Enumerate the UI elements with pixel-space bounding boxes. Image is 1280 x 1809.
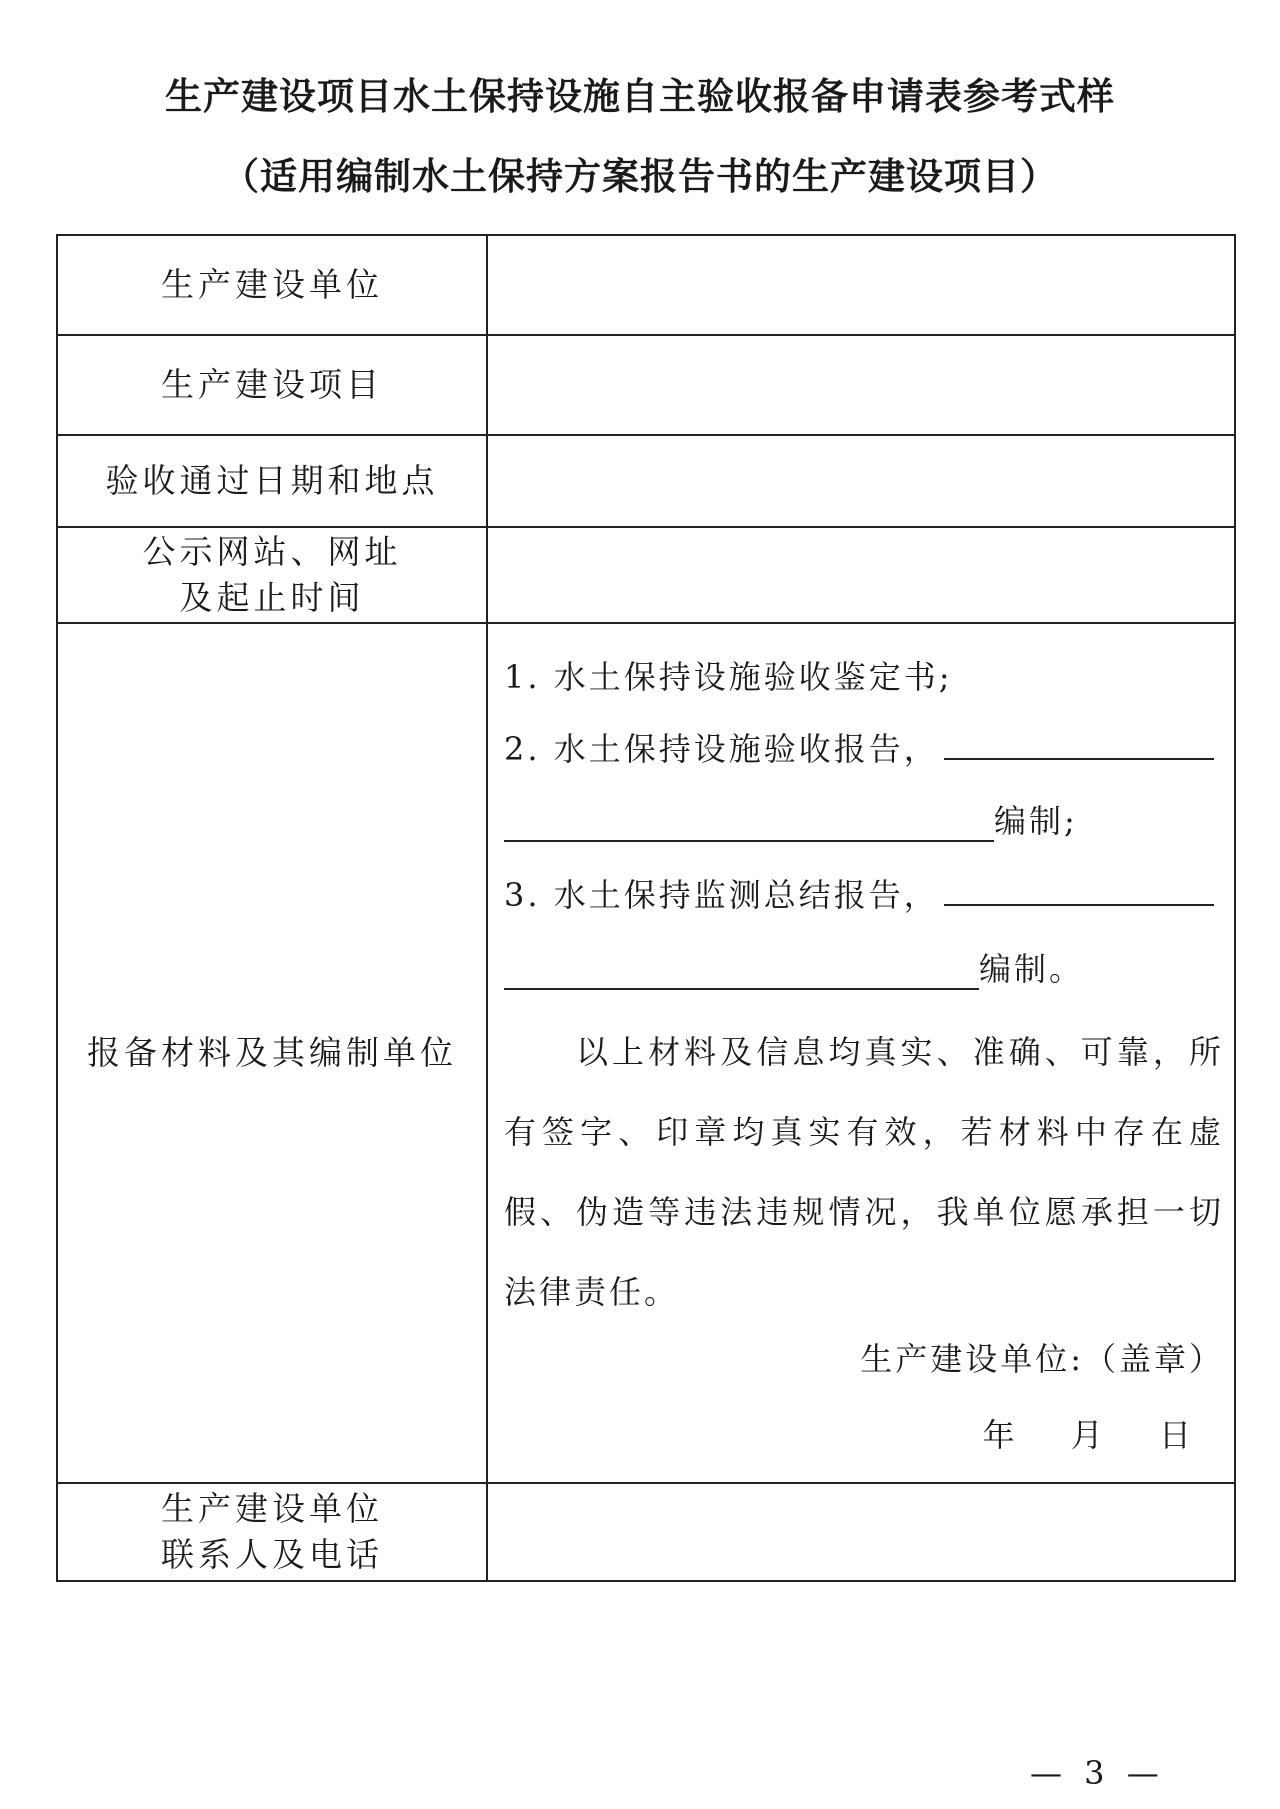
monitoring-author-blank-line[interactable] — [944, 870, 1214, 906]
material-item-text: 2. 水土保持设施验收报告， — [504, 730, 939, 768]
filing-materials-cell — [487, 623, 1235, 1483]
row-label-construction-unit — [57, 235, 487, 335]
report-author-blank-line[interactable] — [944, 724, 1214, 760]
field-contact[interactable] — [487, 1483, 1235, 1581]
form-row-contact — [57, 1483, 1235, 1581]
document-title: 生产建设项目水土保持设施自主验收报备申请表参考式样 — [165, 75, 1115, 118]
form-row-publicity-website — [57, 527, 1235, 623]
field-publicity-website[interactable] — [487, 527, 1235, 623]
label-text: 生产建设单位 — [161, 1489, 383, 1528]
material-item-monitoring-report-author — [504, 944, 1222, 990]
material-item-monitoring-report — [504, 870, 1222, 916]
compiled-by-text: 编制; — [994, 802, 1078, 840]
report-author-blank-line[interactable] — [504, 806, 994, 842]
label-text: 报备材料及其编制单位 — [87, 1033, 457, 1072]
materials-content — [488, 624, 1234, 1482]
material-item-text: 3. 水土保持监测总结报告， — [504, 876, 939, 914]
label-text: 生产建设项目 — [161, 365, 383, 404]
material-item-acceptance-report — [504, 724, 1222, 770]
form-row-acceptance-date-place — [57, 435, 1235, 527]
material-item-acceptance-report-author — [504, 796, 1222, 842]
field-construction-project[interactable] — [487, 335, 1235, 435]
material-item-acceptance-certificate: 1. 水土保持设施验收鉴定书; — [504, 658, 953, 696]
row-label-contact — [57, 1483, 487, 1581]
field-construction-unit[interactable] — [487, 235, 1235, 335]
form-row-construction-project — [57, 335, 1235, 435]
application-form-table — [56, 234, 1236, 1582]
label-text: 及起止时间 — [179, 578, 365, 617]
monitoring-author-blank-line[interactable] — [504, 954, 979, 990]
row-label-publicity-website — [57, 527, 487, 623]
row-label-acceptance-date-place — [57, 435, 487, 527]
signature-unit-seal: 生产建设单位:（盖章） — [860, 1340, 1224, 1378]
row-label-filing-materials — [57, 623, 487, 1483]
form-row-construction-unit — [57, 235, 1235, 335]
row-label-construction-project — [57, 335, 487, 435]
declaration-paragraph: 以上材料及信息均真实、准确、可靠，所有签字、印章均真实有效，若材料中存在虚假、伪造等违法违规情况，我单位愿承担一切法律责任。 — [504, 1033, 1224, 1311]
label-text: 生产建设单位 — [161, 265, 383, 304]
compiled-by-text: 编制。 — [979, 950, 1085, 988]
form-row-filing-materials — [57, 623, 1235, 1483]
page-number: — 3 — — [1030, 1754, 1165, 1792]
document-subtitle: （适用编制水土保持方案报告书的生产建设项目） — [222, 155, 1058, 198]
label-text: 验收通过日期和地点 — [105, 461, 439, 500]
field-acceptance-date-place[interactable] — [487, 435, 1235, 527]
label-text: 联系人及电话 — [161, 1535, 383, 1574]
signature-date: 年 月 日 — [982, 1416, 1194, 1454]
label-text: 公示网站、网址 — [142, 532, 402, 571]
